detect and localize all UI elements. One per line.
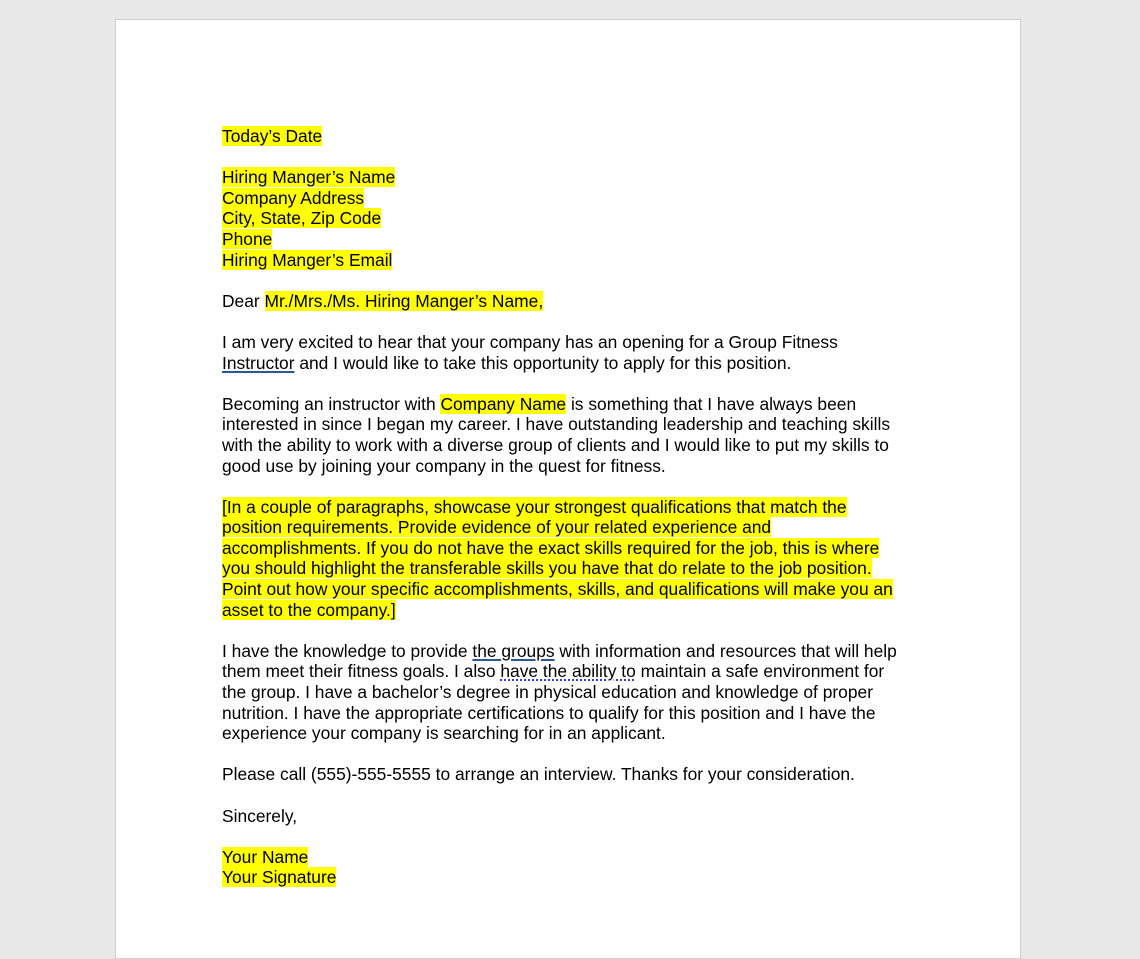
recipient-phone: Phone: [222, 228, 273, 249]
recipient-email-line: [222, 250, 922, 271]
paragraph4-line1: [222, 641, 922, 662]
paragraph3-line1: [222, 497, 922, 518]
signature-name-line: [222, 847, 922, 868]
recipient-name-line: [222, 167, 922, 188]
spelling-flagged-word[interactable]: Instructor: [222, 352, 295, 373]
instruction-text: Point out how your specific accomplishments, skills, and qualifications will make you an: [222, 579, 893, 600]
paragraph3-line4: [222, 558, 922, 579]
blank-line: [222, 147, 922, 168]
instruction-text: [In a couple of paragraphs, showcase your strongest qualifications that match the: [222, 496, 847, 517]
paragraph2-line1-prefix: Becoming an instructor with: [222, 393, 441, 414]
paragraph4-line5: experience your company is searching for in an applicant.: [222, 723, 666, 744]
paragraph3-line5: [222, 579, 922, 600]
blank-line: [222, 270, 922, 291]
paragraph4-line4: nutrition. I have the appropriate certifications to qualify for this position and I have the: [222, 702, 876, 723]
paragraph1-line1: I am very excited to hear that your company has an opening for a Group Fitness: [222, 331, 838, 352]
blank-line: [222, 476, 922, 497]
instruction-text: asset to the company.]: [222, 599, 396, 620]
document-page[interactable]: [115, 19, 1021, 959]
sign-off: Sincerely,: [222, 805, 298, 826]
paragraph1-line2: [222, 353, 922, 374]
salutation-name: Mr./Mrs./Ms. Hiring Manger’s Name,: [264, 290, 544, 311]
blank-line: [222, 785, 922, 806]
instruction-text: position requirements. Provide evidence of your related experience and: [222, 517, 772, 538]
grammar-flagged-phrase[interactable]: the groups: [472, 640, 555, 661]
paragraph4-line1-suffix: with information and resources that will help: [554, 640, 897, 661]
paragraph1-line2-rest: and I would like to take this opportunity to apply for this position.: [294, 352, 792, 373]
instruction-text: accomplishments. If you do not have the exact skills required for the job, this is where: [222, 537, 880, 558]
salutation-prefix: Dear: [222, 290, 265, 311]
instruction-text: you should highlight the transferable skills you have that do relate to the job position.: [222, 558, 872, 579]
paragraph3-line3: [222, 538, 922, 559]
date-placeholder: Today’s Date: [222, 126, 323, 146]
signature-line: [222, 867, 922, 888]
recipient-city-line: [222, 208, 922, 229]
closing-request: Please call (555)-555-5555 to arrange an interview. Thanks for your consideration.: [222, 764, 855, 785]
recipient-name: Hiring Manger’s Name: [222, 167, 396, 188]
paragraph2-line1-suffix: is something that I have always been: [566, 393, 857, 414]
paragraph4-line3: the group. I have a bachelor’s degree in physical education and knowledge of proper: [222, 682, 873, 703]
paragraph2-line2: interested in since I began my career. I have outstanding leadership and teaching skills: [222, 414, 891, 435]
paragraph2-line4: good use by joining your company in the quest for fitness.: [222, 455, 666, 476]
letter-body[interactable]: [222, 126, 922, 888]
blank-line: [222, 311, 922, 332]
paragraph4-line2: [222, 661, 922, 682]
paragraph2-line1: [222, 394, 922, 415]
recipient-address-line: [222, 188, 922, 209]
recipient-city-state-zip: City, State, Zip Code: [222, 208, 382, 229]
salutation: [222, 291, 922, 312]
recipient-email: Hiring Manger’s Email: [222, 249, 393, 270]
date-line: [222, 126, 922, 147]
paragraph3-line2: [222, 517, 922, 538]
paragraph3-line6: [222, 600, 922, 621]
paragraph2-line3: with the ability to work with a diverse group of clients and I would like to put my skills to: [222, 434, 889, 455]
signature-placeholder: Your Signature: [222, 867, 337, 888]
blank-line: [222, 826, 922, 847]
blank-line: [222, 744, 922, 765]
paragraph4-line1-prefix: I have the knowledge to provide: [222, 640, 473, 661]
paragraph4-line2-prefix: them meet their fitness goals. I also: [222, 661, 501, 682]
signature-name: Your Name: [222, 846, 309, 867]
recipient-phone-line: [222, 229, 922, 250]
paragraph4-line2-suffix: maintain a safe environment for: [635, 661, 885, 682]
style-flagged-phrase[interactable]: have the ability to: [500, 661, 636, 682]
company-name-placeholder: Company Name: [440, 393, 567, 414]
blank-line: [222, 620, 922, 641]
blank-line: [222, 373, 922, 394]
recipient-address: Company Address: [222, 187, 365, 208]
